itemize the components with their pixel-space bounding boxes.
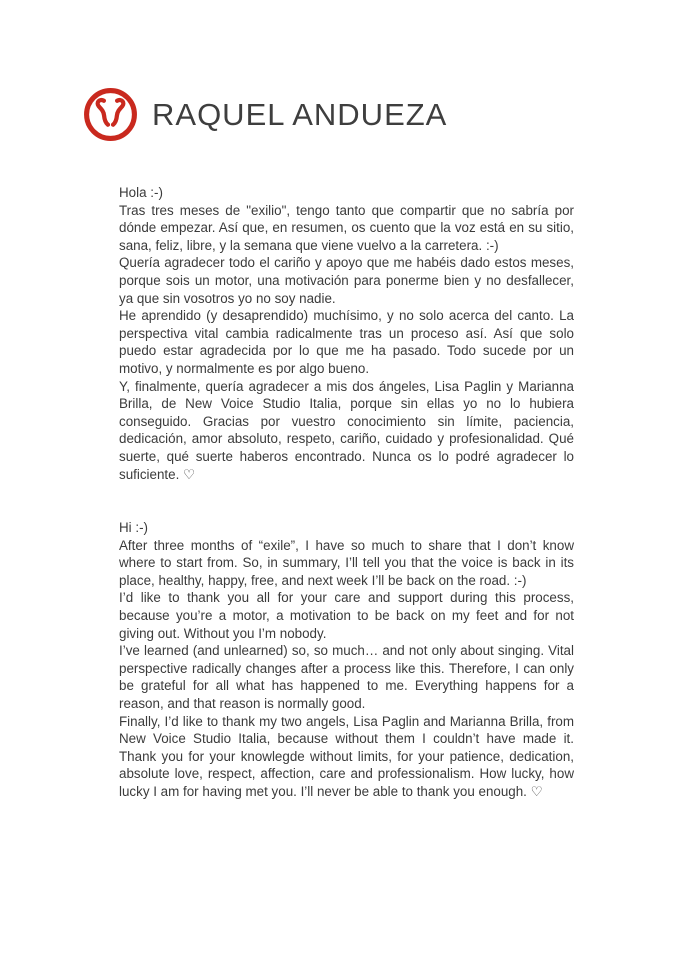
- english-section: [119, 519, 574, 801]
- english-paragraph-3: I’ve learned (and unlearned) so, so much… and not only about singing. Vital perspective radically changes after a process like this. Therefore, I can only be grateful for all what has happened to me. Everything happens for a reason, and that reason is normally good.: [119, 643, 574, 712]
- english-paragraph-4: Finally, I’d like to thank my two angels, Lisa Paglin and Marianna Brilla, from New Voice Studio Italia, because without them I couldn’t have made it. Thank you for your knowlegde without limits, for your patience, dedication, absolute love, respect, affection, care and professionalism. How lucky, how lucky I am for having met you. I’ll never be able to thank you enough. ♡: [119, 713, 574, 799]
- spanish-section: [119, 184, 574, 483]
- spanish-paragraph-4: Y, finalmente, quería agradecer a mis dos ángeles, Lisa Paglin y Marianna Brilla, de New Voice Studio Italia, porque sin ellas yo no lo hubiera conseguido. Gracias por vuestro conocimiento sin límite, paciencia, dedicación, amor absoluto, respeto, cariño, cuidado y profesionalidad. Qué suerte, qué suerte haberos encontrado. Nunca os lo podré agradecer lo suficiente. ♡: [119, 378, 574, 482]
- spanish-paragraph-2: Quería agradecer todo el cariño y apoyo que me habéis dado estos meses, porque sois un motor, una motivación para ponerme bien y no desfallecer, ya que sin vosotros yo no soy nadie.: [119, 255, 574, 306]
- spanish-greeting: Hola :-): [119, 185, 163, 200]
- english-greeting: Hi :-): [119, 520, 149, 536]
- brand-header: [82, 86, 447, 143]
- english-paragraph-1: After three months of “exile”, I have so much to share that I don’t know where to start from. So, in summary, I’ll tell you that the voice is back in its place, healthy, happy, free, and next week I’ll be back on the road. :-): [119, 537, 574, 588]
- spanish-paragraph-1: Tras tres meses de "exilio", tengo tanto que compartir que no sabría por dónde empezar. Así que, en resumen, os cuento que la voz está en su sitio, sana, feliz, libre, y la semana que viene vuelvo a la carretera. :-): [119, 202, 574, 253]
- brand-logo-icon: [82, 86, 139, 143]
- logo-right-horn: [113, 100, 123, 125]
- english-paragraph-2: I’d like to thank you all for your care and support during this process, because you’re a motor, a motivation to be back on my feet and for not giving out. Without you I’m nobody.: [119, 590, 574, 641]
- logo-ring: [87, 91, 135, 139]
- spanish-paragraph-3: He aprendido (y desaprendido) muchísimo, y no solo acerca del canto. La perspectiva vital cambia radicalmente tras un proceso así. Así que solo puedo estar agradecida por lo que me ha pasado. Todo sucede por un motivo, y normalmente es por algo bueno.: [119, 308, 574, 376]
- brand-name: RAQUEL ANDUEZA: [152, 96, 448, 132]
- letter-body: [119, 184, 574, 801]
- logo-left-horn: [98, 100, 108, 125]
